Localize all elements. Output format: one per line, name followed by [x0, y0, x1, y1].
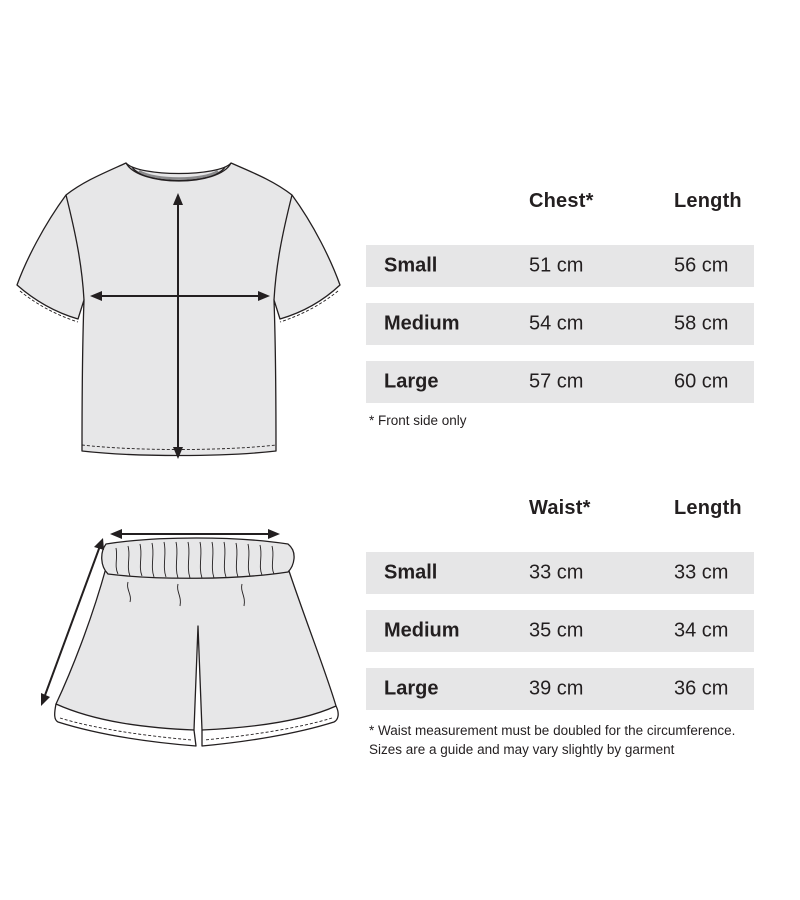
- table-row: [366, 668, 754, 710]
- chest-value: 57 cm: [529, 370, 584, 393]
- length-value: 36 cm: [674, 677, 729, 700]
- size-label: Large: [384, 677, 439, 700]
- waist-value: 39 cm: [529, 677, 584, 700]
- tshirt-table-header: [366, 190, 754, 230]
- size-label: Medium: [384, 619, 460, 642]
- tshirt-footnote: * Front side only: [369, 413, 467, 428]
- chest-column-header: Chest*: [529, 190, 594, 212]
- waist-value: 33 cm: [529, 561, 584, 584]
- chest-value: 51 cm: [529, 254, 584, 277]
- length-value: 56 cm: [674, 254, 729, 277]
- table-row: [366, 610, 754, 652]
- table-row: [366, 552, 754, 594]
- length-value: 34 cm: [674, 619, 729, 642]
- length-column-header: Length: [674, 497, 742, 519]
- length-value: 58 cm: [674, 312, 729, 335]
- shorts-footnote-line: * Waist measurement must be doubled for the circumference.: [369, 723, 736, 738]
- shorts-footnote-line: Sizes are a guide and may vary slightly by garment: [369, 742, 675, 757]
- table-row: [366, 303, 754, 345]
- length-value: 33 cm: [674, 561, 729, 584]
- length-value: 60 cm: [674, 370, 729, 393]
- tshirt-size-table: [366, 190, 754, 403]
- tshirt-illustration: [14, 155, 344, 465]
- chest-value: 54 cm: [529, 312, 584, 335]
- table-row: [366, 245, 754, 287]
- shorts-size-table: [366, 497, 754, 710]
- length-column-header: Length: [674, 190, 742, 212]
- size-label: Small: [384, 254, 438, 277]
- shorts-table-header: [366, 497, 754, 537]
- size-label: Medium: [384, 312, 460, 335]
- shorts-outline: [55, 538, 338, 746]
- table-row: [366, 361, 754, 403]
- shorts-footnote: [369, 721, 735, 759]
- waist-value: 35 cm: [529, 619, 584, 642]
- size-label: Small: [384, 561, 438, 584]
- size-label: Large: [384, 370, 439, 393]
- waist-column-header: Waist*: [529, 497, 591, 519]
- shorts-illustration: [36, 522, 341, 754]
